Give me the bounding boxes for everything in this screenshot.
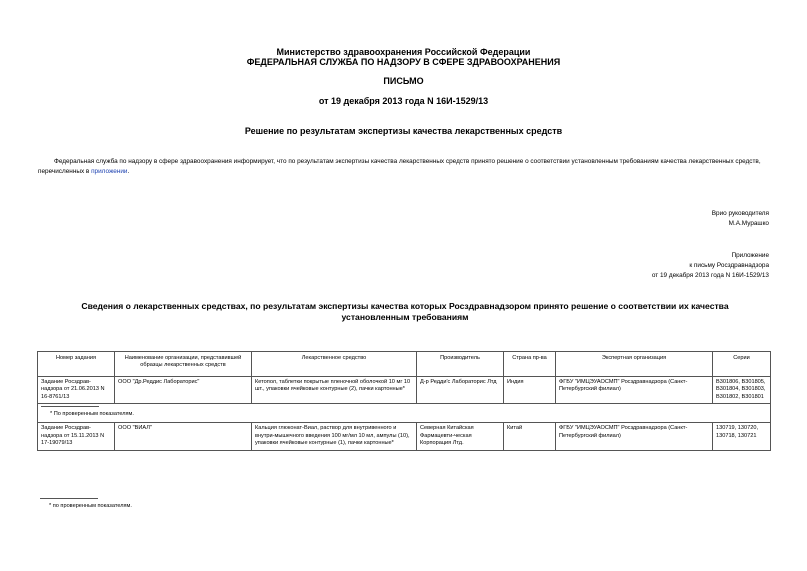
document-type: ПИСЬМО xyxy=(383,76,424,86)
cell-series: 130719, 130720, 130718, 130721 xyxy=(713,423,771,450)
appendix-date: от 19 декабря 2013 года N 16И-1529/13 xyxy=(651,272,769,279)
header-drug: Лекарственное средство xyxy=(252,352,417,377)
body-text-end: . xyxy=(127,168,130,175)
cell-expert: ФГБУ "ИМЦЭУАОСМП" Росздравнадзора (Санкт-Петербургский филиал) xyxy=(556,423,713,450)
cell-producer: Северная Китайская Фармацевти-ческая Корпорация Лтд. xyxy=(417,423,504,450)
cell-task: Задание Росздрав-надзора от 15.11.2013 N 17-19079/13 xyxy=(38,423,115,450)
table-note-cell xyxy=(38,404,771,423)
appendix-link[interactable]: приложении xyxy=(91,168,128,175)
cell-expert: ФГБУ "ИМЦЭУАОСМП" Росздравнадзора (Санкт-Петербургский филиал) xyxy=(556,376,713,403)
cell-producer: Д-р Редди'с Лабораторис Лтд xyxy=(417,376,504,403)
appendix-label: Приложение xyxy=(731,252,769,259)
header-task: Номер задания xyxy=(38,352,115,377)
drugs-table xyxy=(37,351,771,451)
table-note-row xyxy=(38,404,771,423)
header-expert: Экспертная организация xyxy=(556,352,713,377)
cell-series: B301806, B301805, B301804, B301803, B301802, B301801 xyxy=(713,376,771,403)
cell-org: ООО "ВИАЛ" xyxy=(115,423,252,450)
header-org: Наименование организации, представившей образцы лекарственных средств xyxy=(115,352,252,377)
section-title: Сведения о лекарственных средствах, по результатам экспертизы качества которых Росздравнадзором принято решение о соответствии их качества установленным требованиям xyxy=(81,301,729,322)
body-text: Федеральная служба по надзору в сфере здравоохранения информирует, что по результатам экспертизы качества лекарственных средств принято решение о соответствии установленным требованиям качества лекарственных средств, перечисленных в xyxy=(38,158,761,175)
signature-name: М.А.Мурашко xyxy=(728,220,769,227)
document-date: от 19 декабря 2013 года N 16И-1529/13 xyxy=(318,96,489,106)
cell-drug: Кальция глюконат-Виал, раствор для внутривенного и внутри-мышечного введения 100 мг/мл 10 мл, ампулы (10), упаковки ячейковые контурные (1), пачки картонные* xyxy=(252,423,417,450)
body-paragraph xyxy=(38,157,773,177)
header-producer: Производитель xyxy=(417,352,504,377)
cell-drug: Кетопол, таблетки покрытые пленочной оболочкой 10 мг 10 шт., упаковки ячейковые контурные (2), пачки картонные* xyxy=(252,376,417,403)
appendix-reference: к письму Росздравнадзора xyxy=(689,262,769,269)
table-header-row xyxy=(38,352,771,377)
table-row xyxy=(38,423,771,450)
cell-country: Индия xyxy=(504,376,556,403)
footnote xyxy=(40,498,132,510)
table-note: * По проверенным показателям. xyxy=(50,411,134,418)
table-row xyxy=(38,376,771,403)
ministry-name: Министерство здравоохранения Российской Федерации xyxy=(276,47,531,57)
header-country: Страна пр-ва xyxy=(504,352,556,377)
cell-country: Китай xyxy=(504,423,556,450)
footnote-rule xyxy=(40,498,98,499)
footnote-text: * по проверенным показателям. xyxy=(49,503,132,509)
document-subject: Решение по результатам экспертизы качества лекарственных средств xyxy=(244,126,563,136)
header-series: Серии xyxy=(713,352,771,377)
cell-task: Задание Росздрав-надзора от 21.06.2013 N 16-8761/13 xyxy=(38,376,115,403)
cell-org: ООО "Др.Реддис Лабораторис" xyxy=(115,376,252,403)
service-name: ФЕДЕРАЛЬНАЯ СЛУЖБА ПО НАДЗОРУ В СФЕРЕ ЗДРАВООХРАНЕНИЯ xyxy=(246,57,561,67)
signature-position: Врио руководителя xyxy=(711,210,769,217)
footnote-rule xyxy=(41,406,99,407)
